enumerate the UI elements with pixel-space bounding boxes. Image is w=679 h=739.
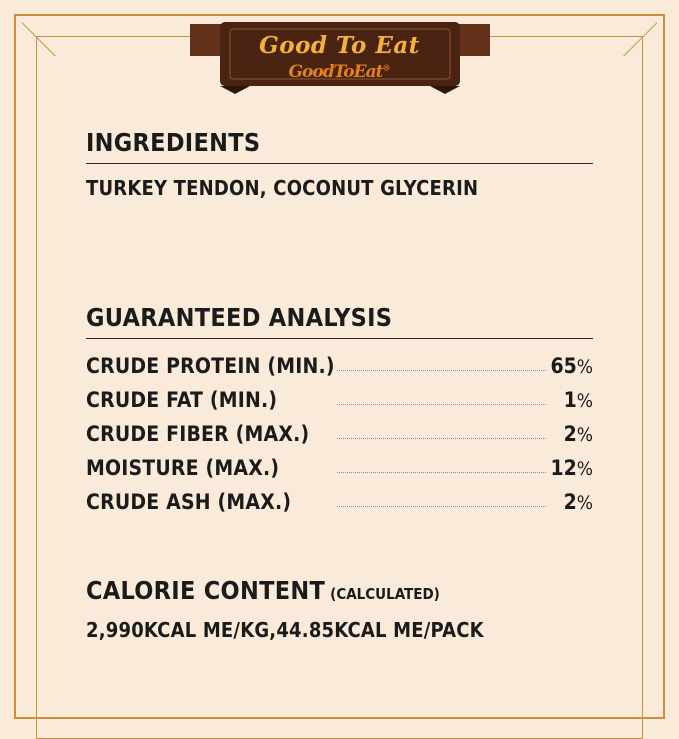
ga-value-unit: % xyxy=(576,356,593,378)
ga-value xyxy=(546,344,593,378)
table-row xyxy=(86,378,593,412)
corner-ornament-top-left xyxy=(22,22,56,56)
ga-dot-leader xyxy=(337,412,547,446)
banner-brand-text: GoodToEat xyxy=(288,62,383,82)
ga-value-number: 2 xyxy=(563,422,577,446)
banner-title: Good To Eat xyxy=(259,32,420,59)
ga-value-number: 1 xyxy=(563,388,577,412)
calorie-heading-row xyxy=(86,576,593,605)
corner-ornament-top-right xyxy=(623,22,657,56)
guaranteed-analysis-section xyxy=(86,303,593,514)
ga-label: CRUDE PROTEIN (MIN.) xyxy=(86,354,335,378)
calorie-content-section xyxy=(86,576,593,642)
brand-banner xyxy=(190,16,490,94)
ga-value xyxy=(546,446,593,480)
calorie-value: 2,990KCAL ME/KG,44.85KCAL ME/PACK xyxy=(86,618,484,642)
ga-value-number: 12 xyxy=(550,456,577,480)
table-row xyxy=(86,344,593,378)
ga-value-unit: % xyxy=(576,390,593,412)
guaranteed-analysis-table xyxy=(86,344,593,514)
ga-value-unit: % xyxy=(576,424,593,446)
ga-dot-leader xyxy=(337,378,547,412)
guaranteed-analysis-heading: GUARANTEED ANALYSIS xyxy=(86,303,593,339)
ga-label: CRUDE ASH (MAX.) xyxy=(86,490,292,514)
ga-value xyxy=(546,412,593,446)
label-content xyxy=(86,128,593,642)
ingredients-section xyxy=(86,128,593,200)
ga-value xyxy=(546,378,593,412)
ga-dot-leader xyxy=(337,480,547,514)
ga-dot-leader xyxy=(337,446,547,480)
ga-label: CRUDE FIBER (MAX.) xyxy=(86,422,310,446)
ga-dot-leader xyxy=(337,344,547,378)
ga-value-unit: % xyxy=(576,492,593,514)
registered-trademark-icon: ® xyxy=(382,62,391,73)
ga-value-number: 2 xyxy=(563,490,577,514)
table-row xyxy=(86,480,593,514)
ga-label: CRUDE FAT (MIN.) xyxy=(86,388,278,412)
table-row xyxy=(86,446,593,480)
calorie-heading: CALORIE CONTENT xyxy=(86,576,326,605)
ga-label: MOISTURE (MAX.) xyxy=(86,456,280,480)
ingredients-heading: INGREDIENTS xyxy=(86,128,593,164)
table-row xyxy=(86,412,593,446)
banner-brand xyxy=(190,62,490,82)
ga-value-number: 65 xyxy=(550,354,577,378)
calorie-subnote: (CALCULATED) xyxy=(330,585,440,603)
ga-value xyxy=(546,480,593,514)
ga-value-unit: % xyxy=(576,458,593,480)
ingredients-text: TURKEY TENDON, COCONUT GLYCERIN xyxy=(86,176,479,200)
